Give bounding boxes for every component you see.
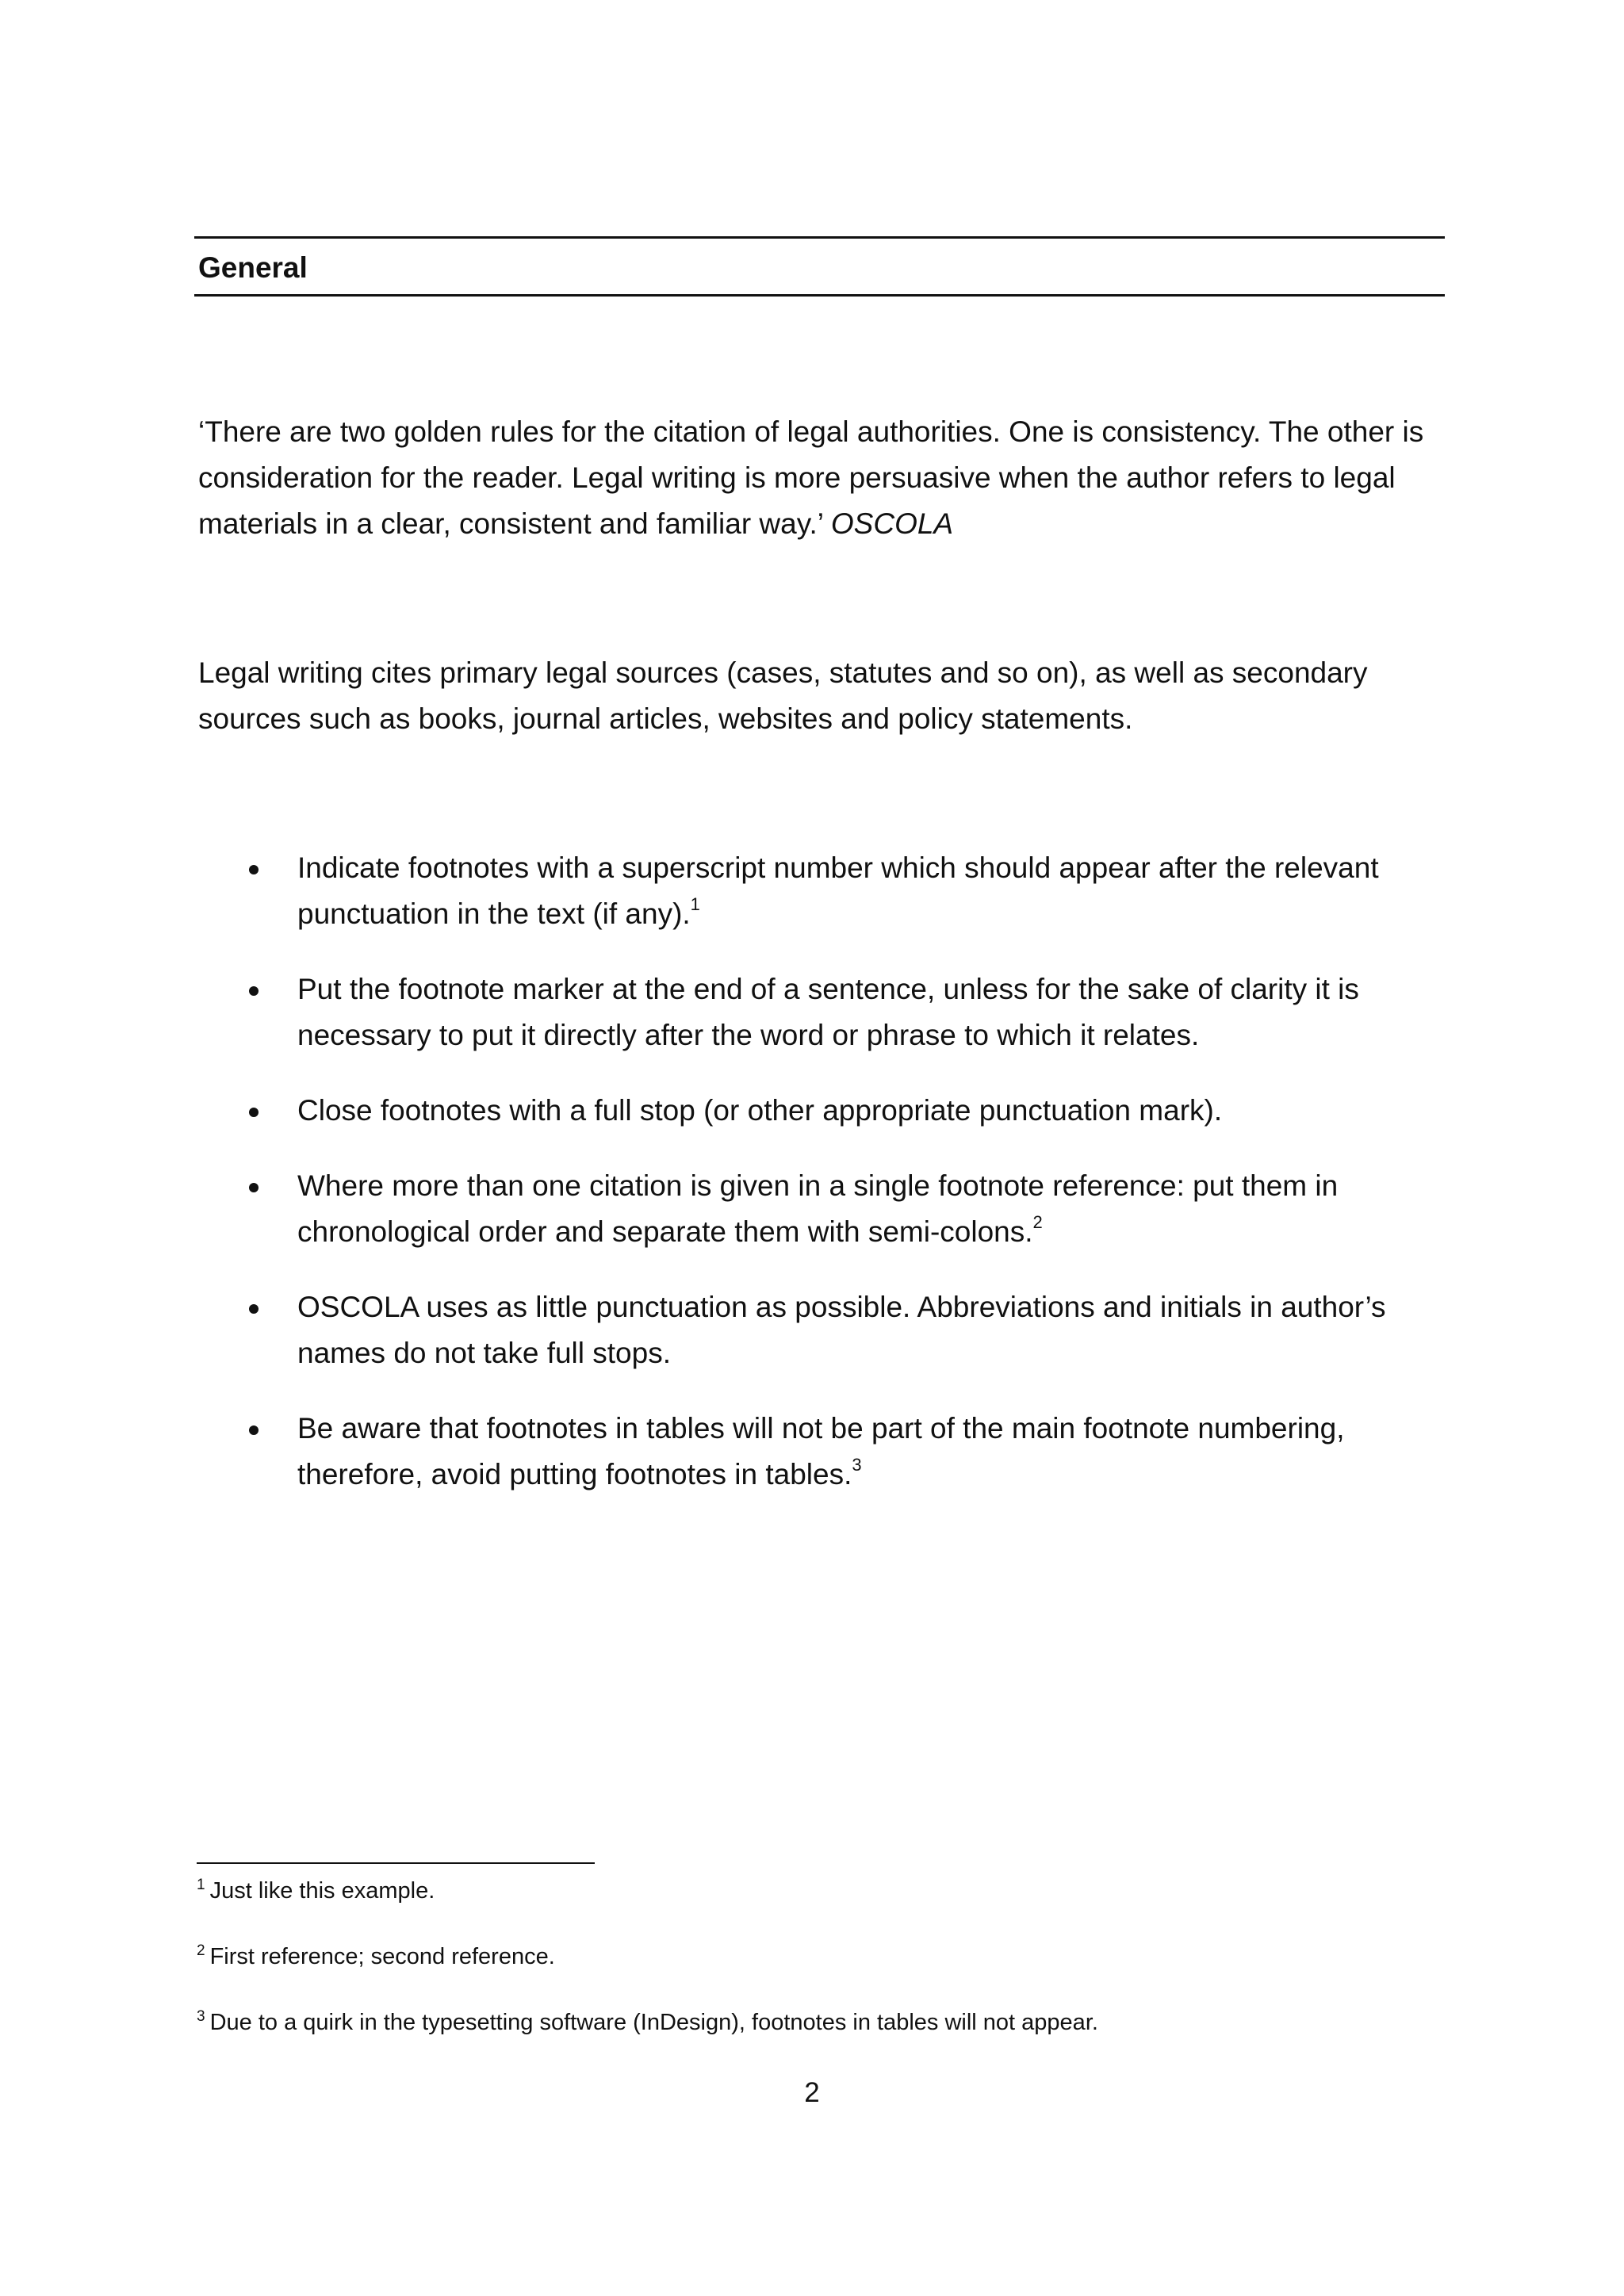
list-item xyxy=(198,1163,1451,1255)
list-item xyxy=(198,1406,1451,1498)
quote-source: OSCOLA xyxy=(830,507,954,540)
quote-text: ‘There are two golden rules for the citation of legal authorities. One is consistency. The other is consideration for the reader. Legal writing is more persuasive when the author refers to legal materials in a clear, consistent and familiar way.’ xyxy=(198,415,1424,540)
bullet-icon xyxy=(249,1304,259,1314)
heading-rule-bottom xyxy=(194,294,1445,297)
list-item-text: Be aware that footnotes in tables will not be part of the main footnote numbering, therefore, avoid putting footnotes in tables. xyxy=(297,1412,1345,1490)
footnote-marker[interactable]: 3 xyxy=(852,1454,862,1475)
footnote-marker[interactable]: 1 xyxy=(690,894,700,914)
footnote-separator xyxy=(197,1862,595,1864)
bullet-icon xyxy=(249,986,259,996)
section-heading: General xyxy=(198,251,308,284)
footnote-marker[interactable]: 2 xyxy=(1032,1211,1043,1232)
bullet-icon xyxy=(249,1108,259,1117)
quote-paragraph xyxy=(198,409,1451,547)
bullet-icon xyxy=(249,1183,259,1192)
footnote xyxy=(197,1875,1450,1907)
list-item-text: Indicate footnotes with a superscript number which should appear after the relevant punctuation in the text (if any). xyxy=(297,851,1379,930)
list-item xyxy=(198,1088,1451,1134)
footnote-text: Just like this example. xyxy=(209,1878,435,1904)
footnote-number: 1 xyxy=(197,1877,205,1894)
footnote-number: 2 xyxy=(197,1942,205,1960)
bullet-icon xyxy=(249,865,259,874)
list-item-text: Put the footnote marker at the end of a sentence, unless for the sake of clarity it is necessary to put it directly after the word or phrase to which it relates. xyxy=(297,973,1359,1051)
list-item-text: OSCOLA uses as little punctuation as possible. Abbreviations and initials in author’s names do not take full stops. xyxy=(297,1291,1386,1369)
bullet-icon xyxy=(249,1425,259,1435)
footnote-number: 3 xyxy=(197,2008,205,2026)
list-item-text: Close footnotes with a full stop (or other appropriate punctuation mark). xyxy=(297,1094,1223,1127)
footnotes-section xyxy=(197,1875,1450,2072)
list-item xyxy=(198,1284,1451,1376)
list-item-text: Where more than one citation is given in a single footnote reference: put them in chronological order and separate them with semi-colons. xyxy=(297,1169,1339,1248)
footnote xyxy=(197,2007,1450,2038)
page-number: 2 xyxy=(804,2077,820,2108)
list-item xyxy=(198,845,1451,937)
footnote-text: Due to a quirk in the typesetting software (InDesign), footnotes in tables will not appear. xyxy=(209,2010,1098,2035)
footnote xyxy=(197,1941,1450,1973)
list-item xyxy=(198,966,1451,1058)
heading-rule-top xyxy=(194,236,1445,239)
guidelines-list xyxy=(198,845,1451,1527)
intro-paragraph: Legal writing cites primary legal sources (cases, statutes and so on), as well as secondary sources such as books, journal articles, websites and policy statements. xyxy=(198,656,1368,735)
footnote-text: First reference; second reference. xyxy=(209,1944,555,1969)
